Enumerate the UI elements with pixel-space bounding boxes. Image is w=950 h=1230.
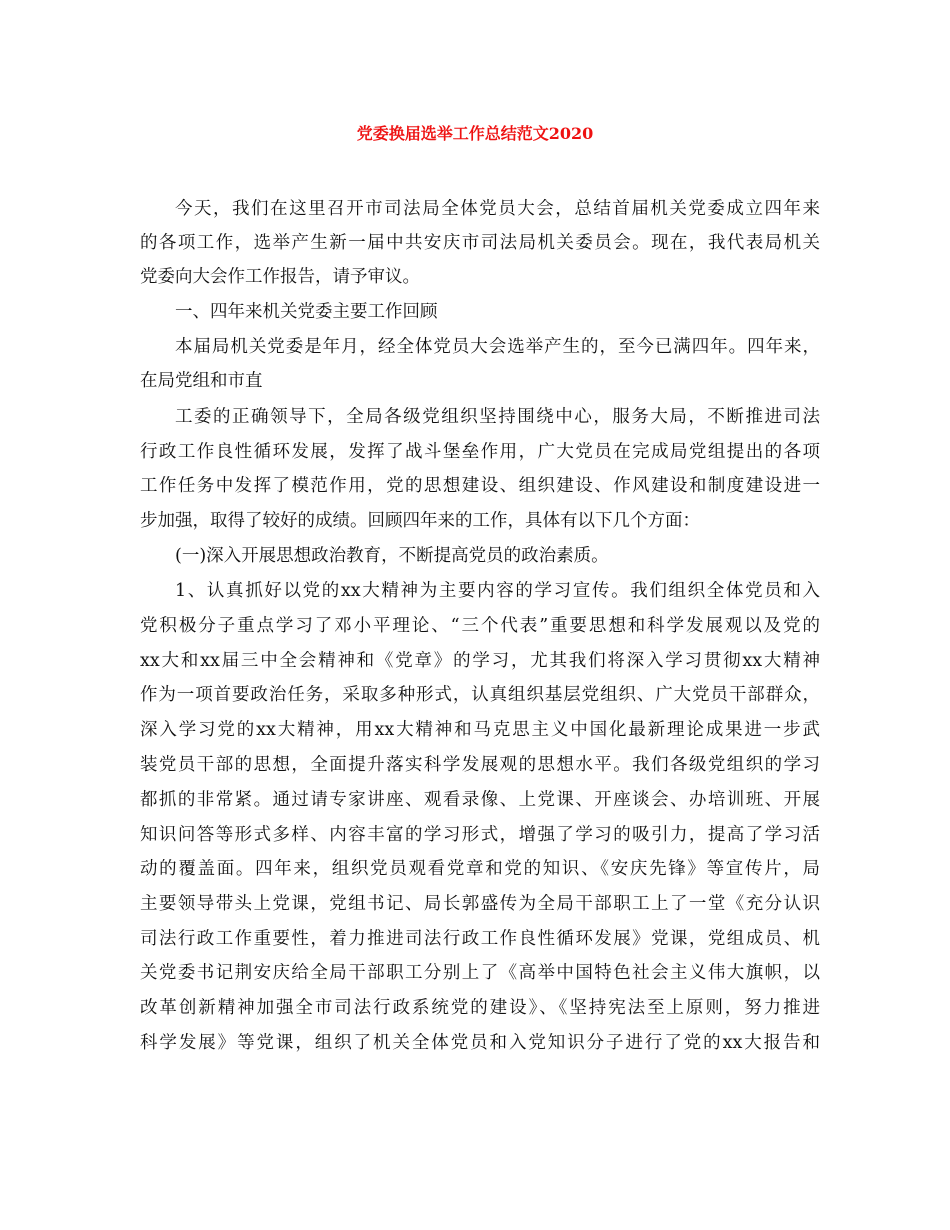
paragraph-line: 装党员干部的思想，全面提升落实科学发展观的思想水平。我们各级党组织的学习 bbox=[140, 755, 820, 775]
paragraph-line: 工委的正确领导下，全局各级党组织坚持围绕中心，服务大局，不断推进司法 bbox=[175, 407, 820, 427]
document-title: 党委换届选举工作总结范文2020 bbox=[356, 124, 594, 143]
paragraph-line: 动的覆盖面。四年来，组织党员观看党章和党的知识、《安庆先锋》等宣传片，局 bbox=[140, 859, 820, 879]
paragraph-line: 深入学习党的xx大精神，用xx大精神和马克思主义中国化最新理论成果进一步武 bbox=[140, 720, 820, 740]
paragraph-line: 在局党组和市直 bbox=[140, 371, 263, 391]
paragraph-line: 司法行政工作重要性，着力推进司法行政工作良性循环发展》党课，党组成员、机 bbox=[140, 929, 820, 949]
paragraph-line: 党委向大会作工作报告，请予审议。 bbox=[140, 267, 420, 287]
paragraph-line: 知识问答等形式多样、内容丰富的学习形式，增强了学习的吸引力，提高了学习活 bbox=[140, 825, 820, 845]
paragraph-line: 主要领导带头上党课，党组书记、局长郭盛传为全局干部职工上了一堂《充分认识 bbox=[140, 894, 820, 914]
paragraph-line: xx大和xx届三中全会精神和《党章》的学习，尤其我们将深入学习贯彻xx大精神 bbox=[140, 651, 820, 671]
paragraph-line: 的各项工作，选举产生新一届中共安庆市司法局机关委员会。现在，我代表局机关 bbox=[140, 233, 820, 253]
paragraph-line: 改革创新精神加强全市司法行政系统党的建设》、《坚持宪法至上原则，努力推进 bbox=[140, 998, 820, 1018]
paragraph-line: 本届局机关党委是年月，经全体党员大会选举产生的，至今已满四年。四年来， bbox=[175, 337, 820, 357]
paragraph-line: 都抓的非常紧。通过请专家讲座、观看录像、上党课、开座谈会、办培训班、开展 bbox=[140, 790, 820, 810]
paragraph-line: 1、认真抓好以党的xx大精神为主要内容的学习宣传。我们组织全体党员和入 bbox=[175, 581, 820, 601]
paragraph-line: 行政工作良性循环发展，发挥了战斗堡垒作用，广大党员在完成局党组提出的各项 bbox=[140, 442, 820, 462]
paragraph-line: 科学发展》等党课，组织了机关全体党员和入党知识分子进行了党的xx大报告和 bbox=[140, 1033, 820, 1053]
section-heading: 一、四年来机关党委主要工作回顾 bbox=[175, 302, 438, 322]
paragraph-line: 步加强，取得了较好的成绩。回顾四年来的工作，具体有以下几个方面： bbox=[140, 511, 700, 531]
paragraph-line: 工作任务中发挥了模范作用，党的思想建设、组织建设、作风建设和制度建设进一 bbox=[140, 476, 820, 496]
subsection-heading: (一)深入开展思想政治教育，不断提高党员的政治素质。 bbox=[175, 546, 609, 566]
paragraph-line: 关党委书记荆安庆给全局干部职工分别上了《高举中国特色社会主义伟大旗帜，以 bbox=[140, 963, 820, 983]
paragraph-line: 今天，我们在这里召开市司法局全体党员大会，总结首届机关党委成立四年来 bbox=[175, 199, 820, 219]
paragraph-line: 作为一项首要政治任务，采取多种形式，认真组织基层党组织、广大党员干部群众， bbox=[140, 685, 820, 705]
paragraph-line: 党积极分子重点学习了邓小平理论、“三个代表”重要思想和科学发展观以及党的 bbox=[140, 616, 820, 636]
